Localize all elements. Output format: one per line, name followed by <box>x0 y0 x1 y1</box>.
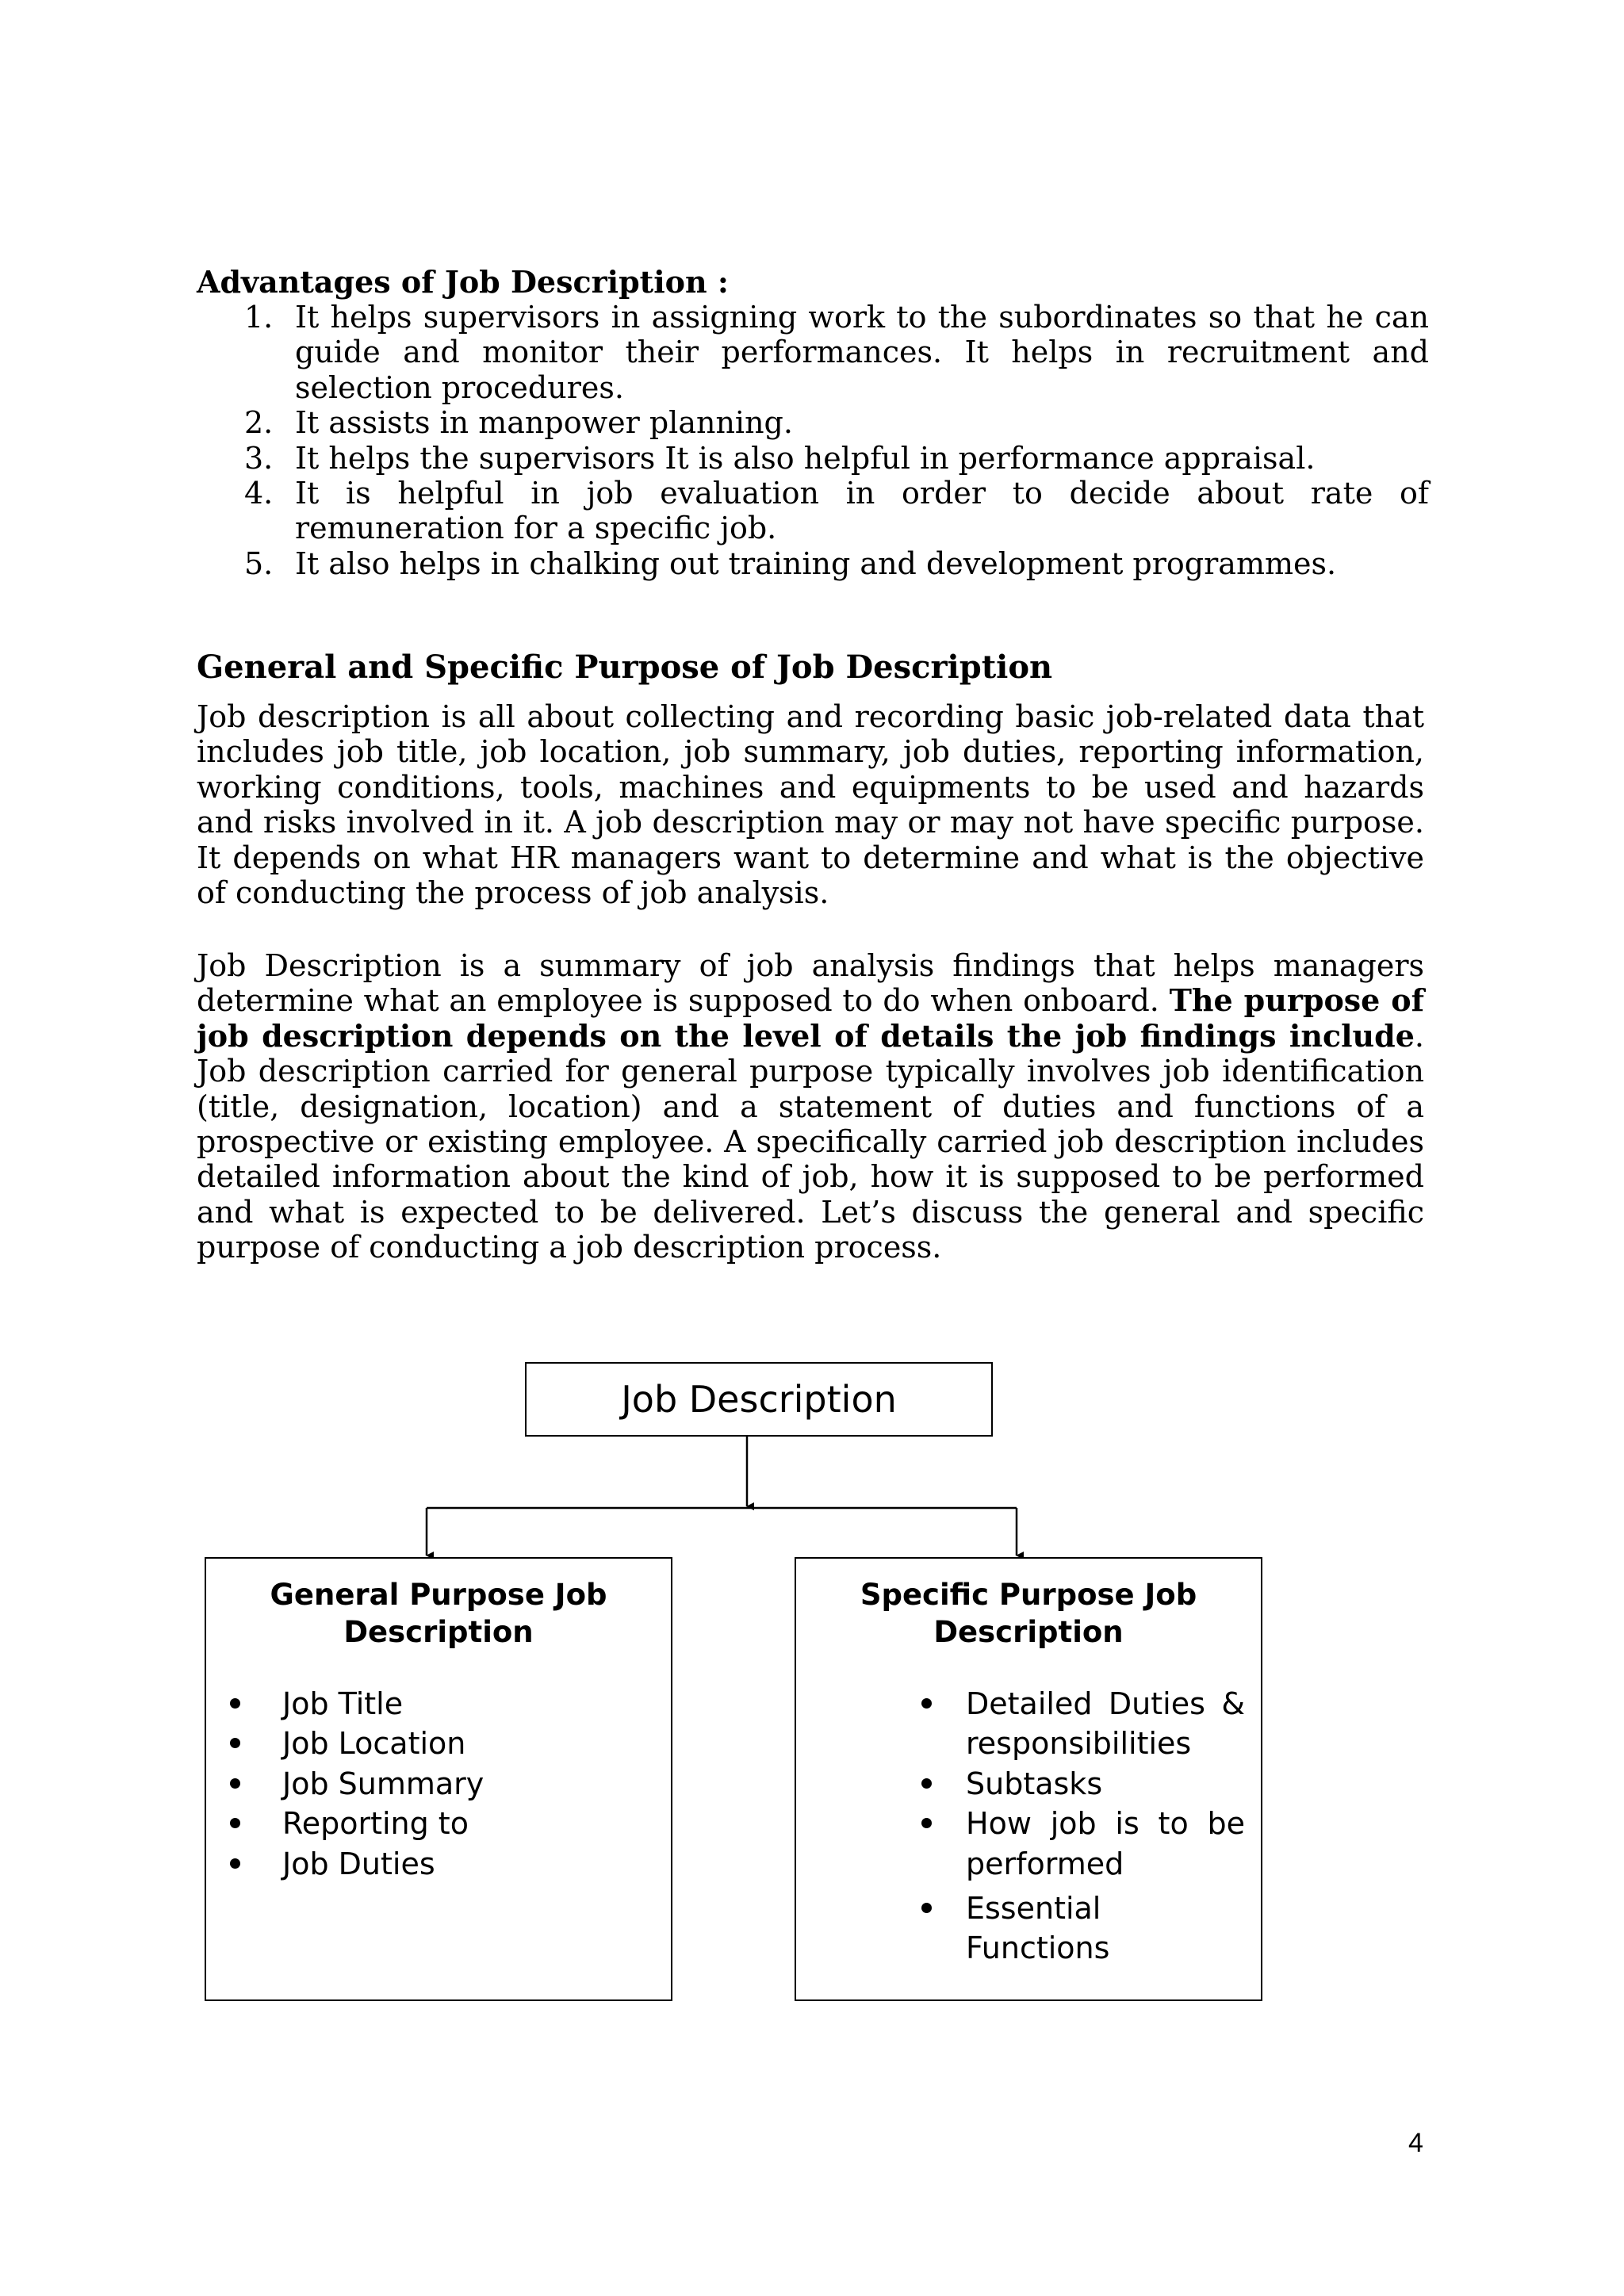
list-item-text: Job Title <box>282 1686 404 1721</box>
bullet-icon <box>921 1778 932 1789</box>
bullet-icon <box>230 1738 240 1748</box>
list-item <box>282 1844 647 1884</box>
advantages-title: Advantages of Job Description : <box>197 264 729 300</box>
bullet-icon <box>230 1818 240 1828</box>
list-item <box>966 1888 1245 1969</box>
list-item <box>282 1724 647 1763</box>
bullet-icon <box>921 1698 932 1709</box>
list-item <box>966 1684 1245 1764</box>
list-item-number: 4. <box>244 476 274 511</box>
list-item-text: It assists in manpower planning. <box>295 405 793 441</box>
specific-purpose-list <box>966 1684 1245 1969</box>
paragraph-2-bold: The purpose of job description depends on the level of details the job findings include <box>197 982 1424 1054</box>
general-purpose-title-line1: General Purpose Job <box>270 1578 607 1612</box>
list-item-number: 2. <box>244 405 274 441</box>
specific-purpose-title <box>796 1576 1261 1651</box>
list-item-text: It helps supervisors in assigning work to the subordinates so that he can guide and monitor their performances. It helps in recruitment and selection procedures. <box>295 300 1429 405</box>
list-item <box>197 405 1429 440</box>
list-item <box>282 1764 647 1804</box>
general-purpose-title <box>206 1576 671 1651</box>
list-item <box>282 1684 647 1724</box>
general-purpose-title-line2: Description <box>343 1615 534 1649</box>
list-item <box>197 476 1429 546</box>
diagram-root-label: Job Description <box>621 1378 897 1421</box>
list-item <box>282 1804 647 1843</box>
bullet-icon <box>921 1903 932 1913</box>
list-item-text: Reporting to <box>282 1806 469 1842</box>
list-item <box>966 1804 1245 1884</box>
list-item-text: It helps the supervisors It is also helpful in performance appraisal. <box>295 440 1316 476</box>
list-item-text: Essential Functions <box>966 1891 1110 1966</box>
bullet-icon <box>230 1698 240 1709</box>
specific-purpose-title-line1: Specific Purpose Job <box>860 1578 1197 1612</box>
advantages-list <box>197 300 1429 581</box>
general-purpose-list <box>282 1684 647 1884</box>
list-item-text: Job Duties <box>282 1846 435 1881</box>
section-heading: General and Specific Purpose of Job Description <box>197 649 1053 686</box>
bullet-icon <box>230 1778 240 1789</box>
paragraph-1: Job description is all about collecting and recording basic job-related data that includes job title, job location, job summary, job duties, reporting information, working conditions, tools, machines and equipments to be used and hazards and risks involved in it. A job description may or may not have specific purpose. It depends on what HR managers want to determine and what is the objective of conducting the process of job analysis. <box>197 699 1424 911</box>
list-item-text: It is helpful in job evaluation in order to decide about rate of remuneration for a specific job. <box>295 476 1429 546</box>
paragraph-2-end: . Job description carried for general purpose typically involves job identification (title, designation, location) and a statement of duties and functions of a prospective or existing employee. A specifically carried job description includes detailed information about the kind of job, how it is supposed to be performed and what is expected to be delivered. Let’s discuss the general and specific purpose of conducting a job description process. <box>197 1018 1424 1265</box>
diagram-root-box <box>525 1362 993 1437</box>
list-item <box>966 1764 1245 1804</box>
bullet-icon <box>921 1818 932 1828</box>
list-item-text: It also helps in chalking out training and development programmes. <box>295 545 1337 581</box>
page-number: 4 <box>1408 2128 1423 2158</box>
list-item-number: 3. <box>244 440 274 476</box>
paragraph-2-start: Job Description is a summary of job analysis findings that helps managers determine what an employee is supposed to do when onboard. <box>197 948 1424 1019</box>
list-item-text: Job Summary <box>282 1766 485 1801</box>
list-item-number: 5. <box>244 545 274 581</box>
bullet-icon <box>230 1858 240 1869</box>
specific-purpose-title-line2: Description <box>933 1615 1124 1649</box>
list-item <box>197 300 1429 405</box>
list-item-text: Job Location <box>282 1726 466 1762</box>
list-item-text: Subtasks <box>966 1766 1103 1801</box>
list-item <box>197 441 1429 476</box>
list-item <box>197 546 1429 581</box>
list-item-number: 1. <box>244 300 274 335</box>
paragraph-2 <box>197 948 1424 1265</box>
general-purpose-box <box>205 1557 672 2001</box>
list-item-text: How job is to be performed <box>966 1806 1245 1881</box>
specific-purpose-box <box>795 1557 1262 2001</box>
list-item-text: Detailed Duties & responsibilities <box>966 1686 1245 1762</box>
